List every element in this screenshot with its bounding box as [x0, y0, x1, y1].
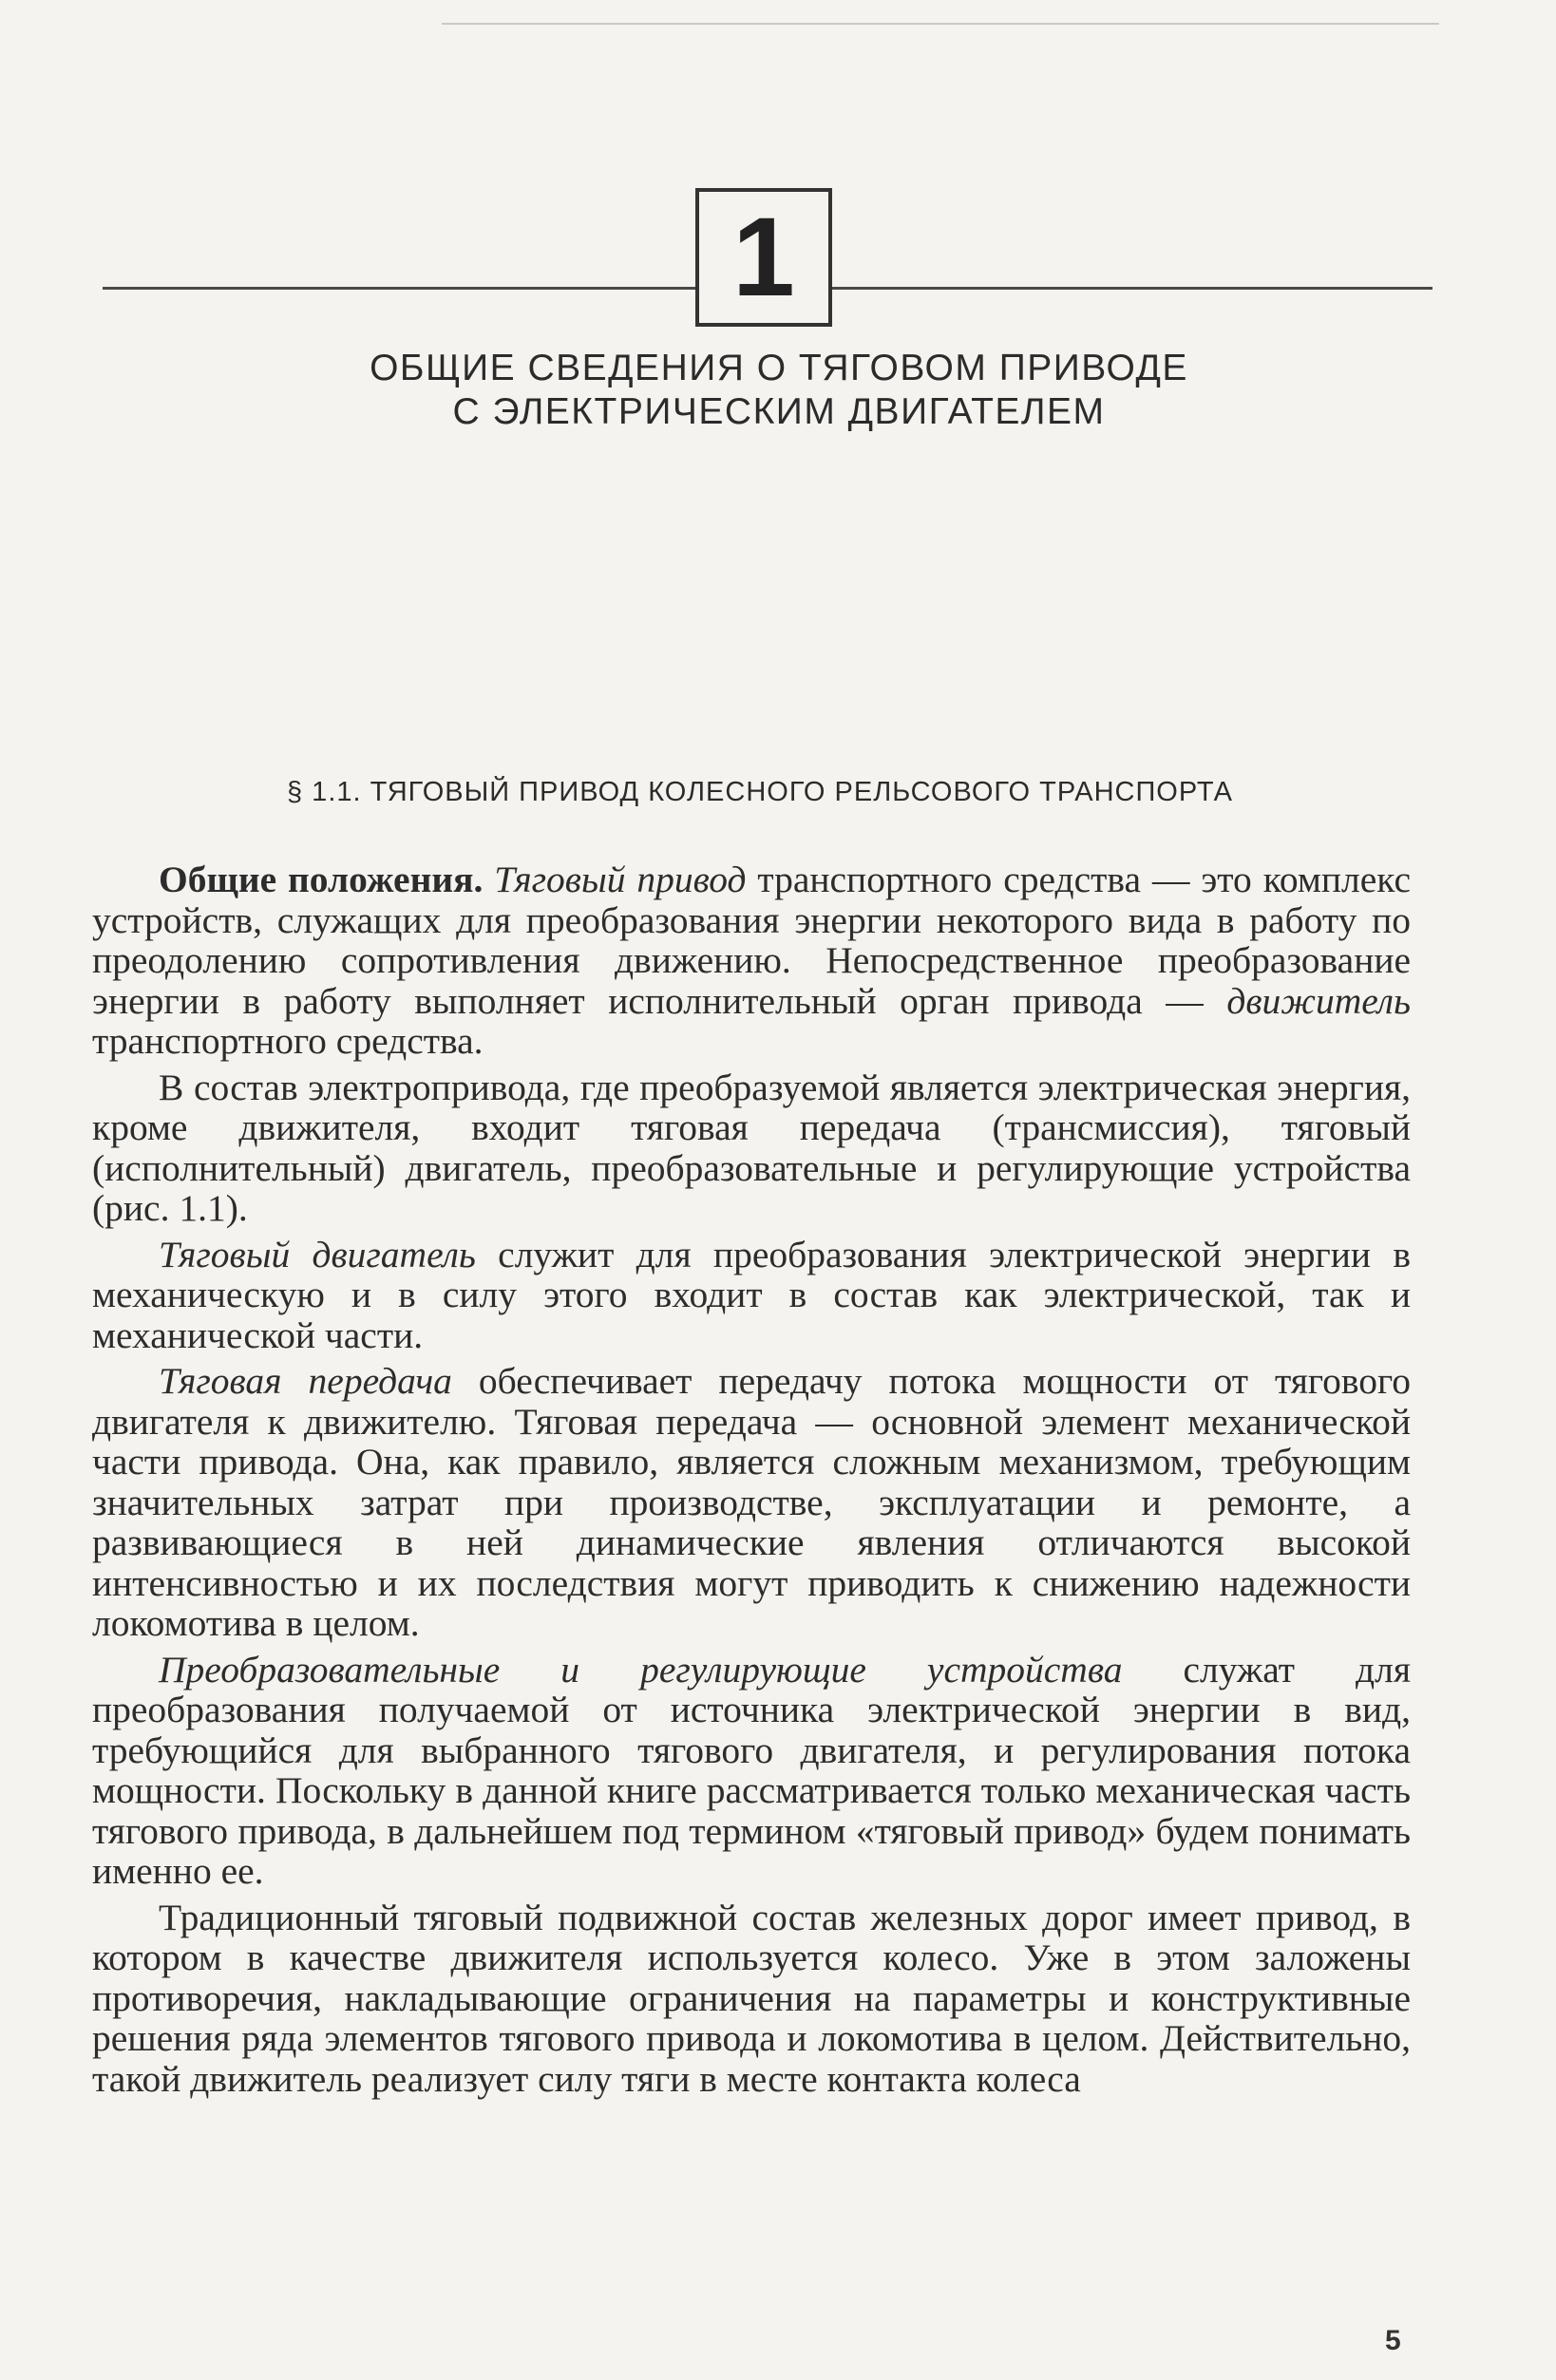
page-number: 5	[1385, 2325, 1401, 2356]
paragraph-2	[92, 1067, 1411, 1229]
paragraph-6	[92, 1898, 1411, 2100]
paragraph-6-text: Традиционный тяговый подвижной состав железных дорог имеет привод, в котором в качестве движителя используется колесо. Уже в этом заложены противоречия, накладывающие ограничения на параметры и конструктивные решения ряда элементов тягового привода и локомотива в целом. Действительно, такой движитель реализует силу тяги в месте контакта колеса	[92, 1896, 1411, 2100]
paragraph-2-text: В состав электропривода, где преобразуемой является электрическая энергия, кроме движителя, входит тяговая передача (трансмиссия), тяговый (исполнительный) двигатель, преобразовательные и регулирующие устройства (рис. 1.1).	[92, 1066, 1411, 1229]
paragraph-1-text-a: транспортного средства — это комплекс устройств, служащих для преобразования энергии некоторого вида в работу по преодолению сопротивления движению. Непосредственное преобразование энергии в работу выполняет исполнительный орган привода —	[92, 859, 1411, 1022]
paragraph-5-term: Преобразовательные и регулирующие устройства	[159, 1648, 1123, 1691]
chapter-title-line-2: С ЭЛЕКТРИЧЕСКИМ ДВИГАТЕЛЕМ	[452, 391, 1106, 432]
chapter-number-box	[695, 188, 832, 327]
chapter-number: 1	[732, 195, 795, 320]
paragraph-4-text: обеспечивает передачу потока мощности от тягового двигателя к движителю. Тяговая передача — основной элемент механической части привода. Она, как правило, является сложным механизмом, требующим значительных затрат при производстве, эксплуатации и ремонте, а развивающиеся в ней динамические явления отличаются высокой интенсивностью и их последствия могут приводить к снижению надежности локомотива в целом.	[92, 1360, 1411, 1644]
paragraph-5-text: служат для преобразования получаемой от источника электрической энергии в вид, требующийся для выбранного тягового двигателя, и регулирования потока мощности. Поскольку в данной книге рассматривается только механическая часть тягового привода, в дальнейшем под термином «тяговый привод» будем понимать именно ее.	[92, 1648, 1412, 1892]
chapter-title-line-1: ОБЩИЕ СВЕДЕНИЯ О ТЯГОВОМ ПРИВОДЕ	[370, 348, 1188, 388]
top-edge-rule	[442, 23, 1439, 25]
paragraph-3	[92, 1235, 1411, 1356]
paragraph-1-term: Тяговый привод	[494, 859, 747, 900]
paragraph-4-term: Тяговая передача	[159, 1360, 452, 1402]
paragraph-3-text: служит для преобразования электрической энергии в механическую и в силу этого входит в состав как электрической, так и механической части.	[92, 1233, 1411, 1356]
paragraph-3-term: Тяговый двигатель	[159, 1233, 476, 1275]
section-title: § 1.1. ТЯГОВЫЙ ПРИВОД КОЛЕСНОГО РЕЛЬСОВОГО ТРАНСПОРТА	[287, 777, 1233, 807]
paragraph-1-text-b: транспортного средства.	[92, 1020, 484, 1062]
paragraph-5	[92, 1650, 1411, 1892]
paragraph-1	[92, 859, 1411, 1062]
paragraph-4	[92, 1361, 1411, 1644]
paragraph-1-term-2: движитель	[1226, 979, 1411, 1022]
chapter-title	[285, 347, 1273, 434]
paragraph-1-lead: Общие положения.	[159, 859, 484, 900]
body-text	[92, 859, 1411, 2099]
